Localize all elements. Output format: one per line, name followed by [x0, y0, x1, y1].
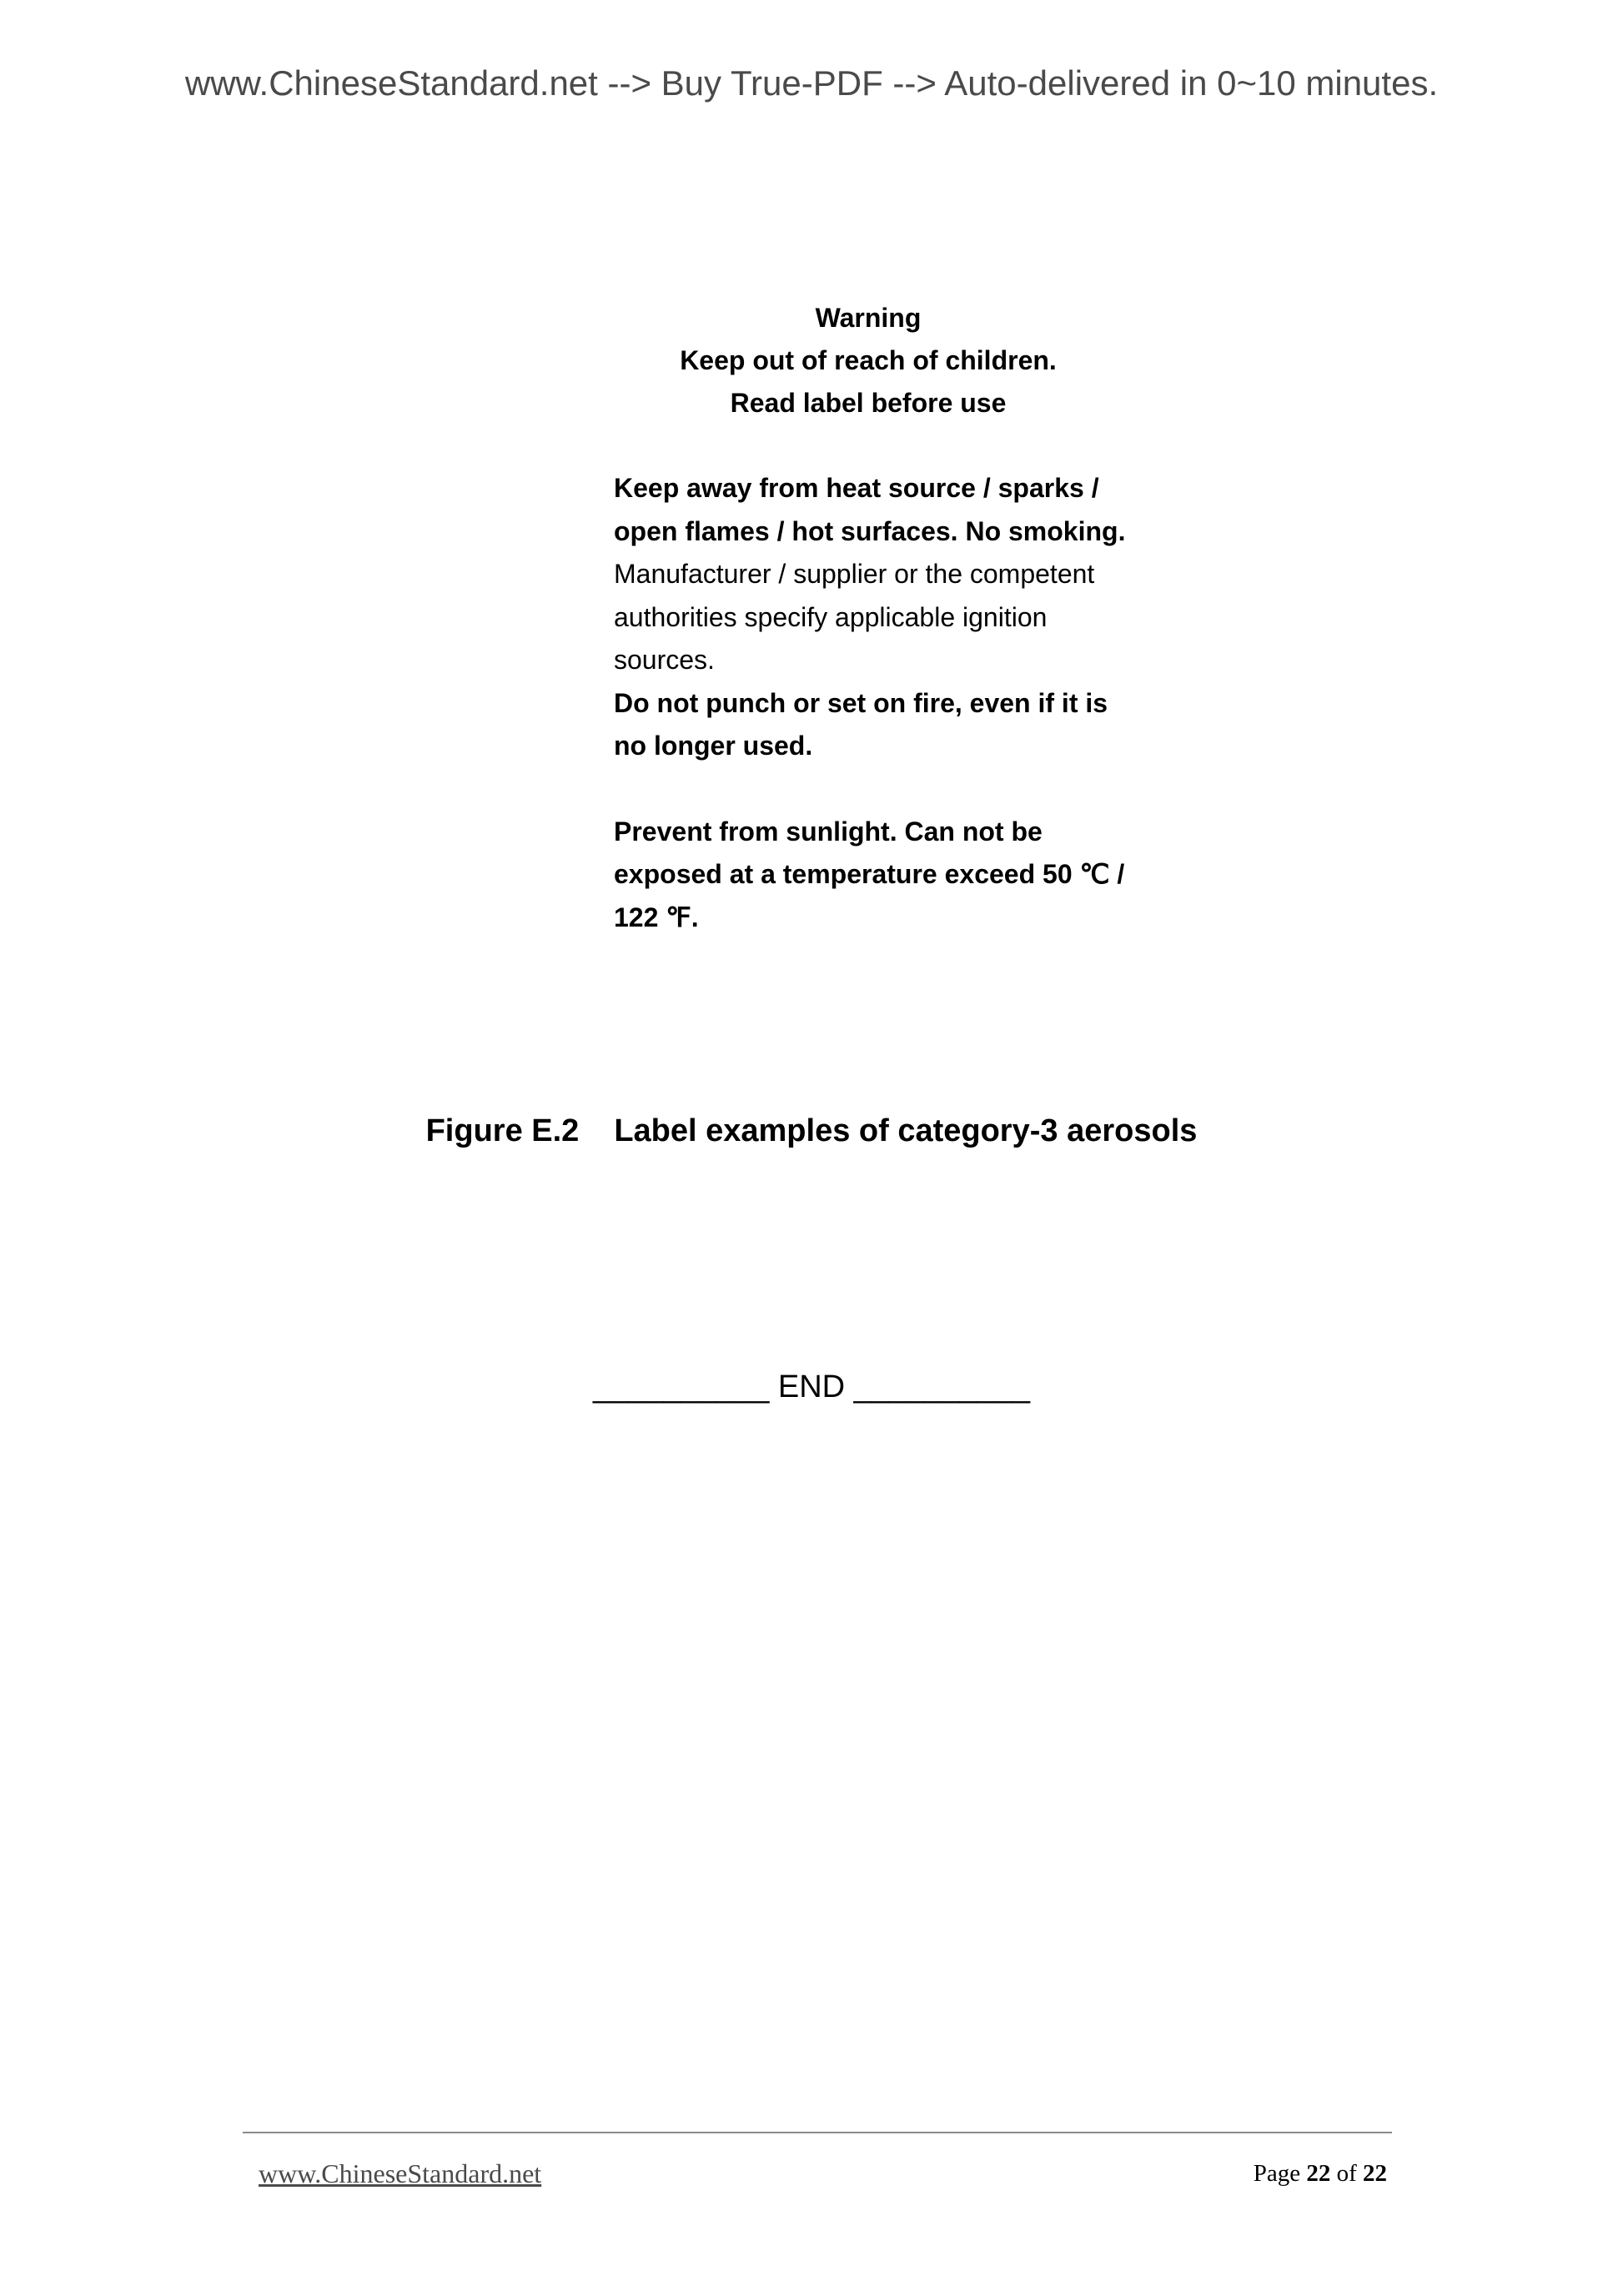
footer-site-link[interactable]: www.ChineseStandard.net — [259, 2158, 542, 2188]
spacer — [614, 425, 1131, 467]
page-current: 22 — [1306, 2160, 1331, 2187]
warning-children: Keep out of reach of children. — [680, 345, 1057, 375]
page-prefix: Page — [1253, 2160, 1301, 2187]
top-banner: www.ChineseStandard.net --> Buy True-PDF --> Auto-delivered in 0~10 minutes. — [184, 63, 1439, 103]
page-number — [1254, 2160, 1387, 2188]
end-marker: __________ END __________ — [592, 1369, 1031, 1404]
page-total: 22 — [1363, 2160, 1387, 2187]
figure-caption — [0, 1113, 1623, 1149]
heat-warning-text: Keep away from heat source / sparks / open flames / hot surfaces. No smoking. — [614, 473, 1126, 546]
figure-number: Figure E.2 — [425, 1113, 580, 1148]
warning-title: Warning — [815, 303, 922, 333]
figure-title: Label examples of category-3 aerosols — [614, 1113, 1198, 1148]
no-puncture-text: Do not punch or set on fire, even if it is no longer used. — [614, 687, 1108, 761]
page-of: of — [1336, 2160, 1357, 2187]
footer-divider — [243, 2132, 1392, 2133]
ignition-sources-text: Manufacturer / supplier or the competent authorities specify applicable ignition sources. — [614, 559, 1095, 675]
warning-read-label: Read label before use — [730, 388, 1007, 418]
spacer — [614, 768, 1131, 811]
sunlight-warning-text: Prevent from sunlight. Can not be exposed at a temperature exceed 50 ℃ / 122 ℉. — [614, 816, 1125, 932]
aerosol-label-example — [614, 297, 1131, 939]
